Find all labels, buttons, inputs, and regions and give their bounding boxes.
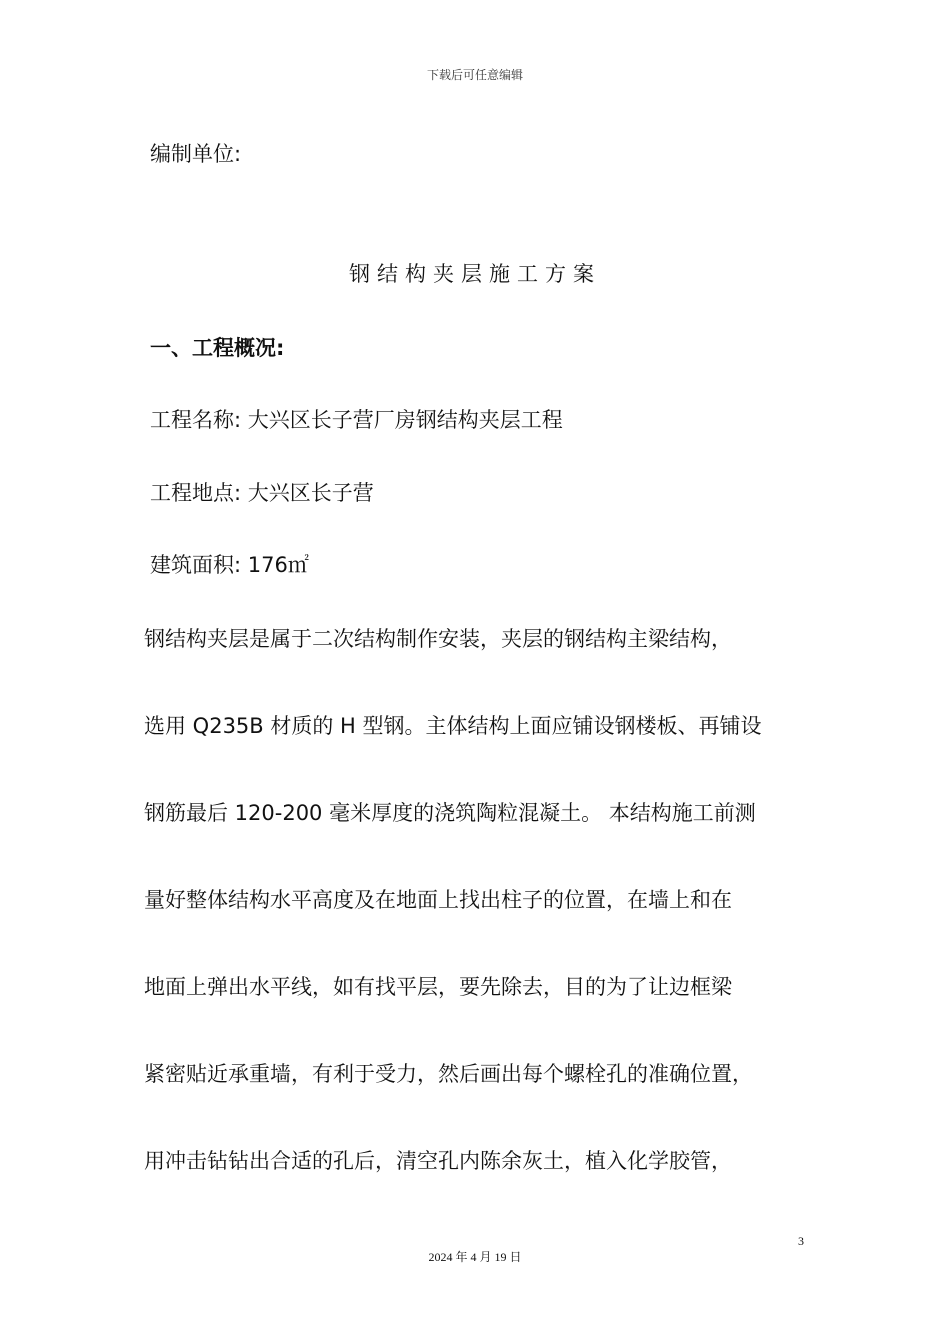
paragraph-line: 用冲击钻钻出合适的孔后，清空孔内陈余灰土，植入化学胶管， [144,1149,732,1173]
paragraph-line: 钢结构夹层是属于二次结构制作安装，夹层的钢结构主梁结构， [144,627,732,651]
document-title: 钢结构夹层施工方案 [349,262,601,286]
header-note: 下载后可任意编辑 [426,68,523,82]
paragraph-line: 地面上弹出水平线，如有找平层，要先除去，目的为了让边框梁 [144,975,732,999]
compiler-label: 编制单位: [150,142,242,166]
project-name: 工程名称: 大兴区长子营厂房钢结构夹层工程 [150,408,563,432]
footer-date: 2024 年 4 月 19 日 [428,1250,522,1264]
project-location: 工程地点: 大兴区长子营 [150,481,374,505]
paragraph-line: 钢筋最后 120-200 毫米厚度的浇筑陶粒混凝土。 本结构施工前测 [144,801,756,825]
building-area: 建筑面积: 176㎡ [150,553,309,577]
paragraph-line: 量好整体结构水平高度及在地面上找出柱子的位置，在墙上和在 [144,888,732,912]
section-heading: 一、工程概况: [150,336,285,360]
paragraph-line: 紧密贴近承重墙，有利于受力，然后画出每个螺栓孔的准确位置， [144,1062,753,1086]
paragraph-line: 选用 Q235B 材质的 H 型钢。主体结构上面应铺设钢楼板、再铺设 [144,714,762,738]
page-number: 3 [798,1234,804,1248]
